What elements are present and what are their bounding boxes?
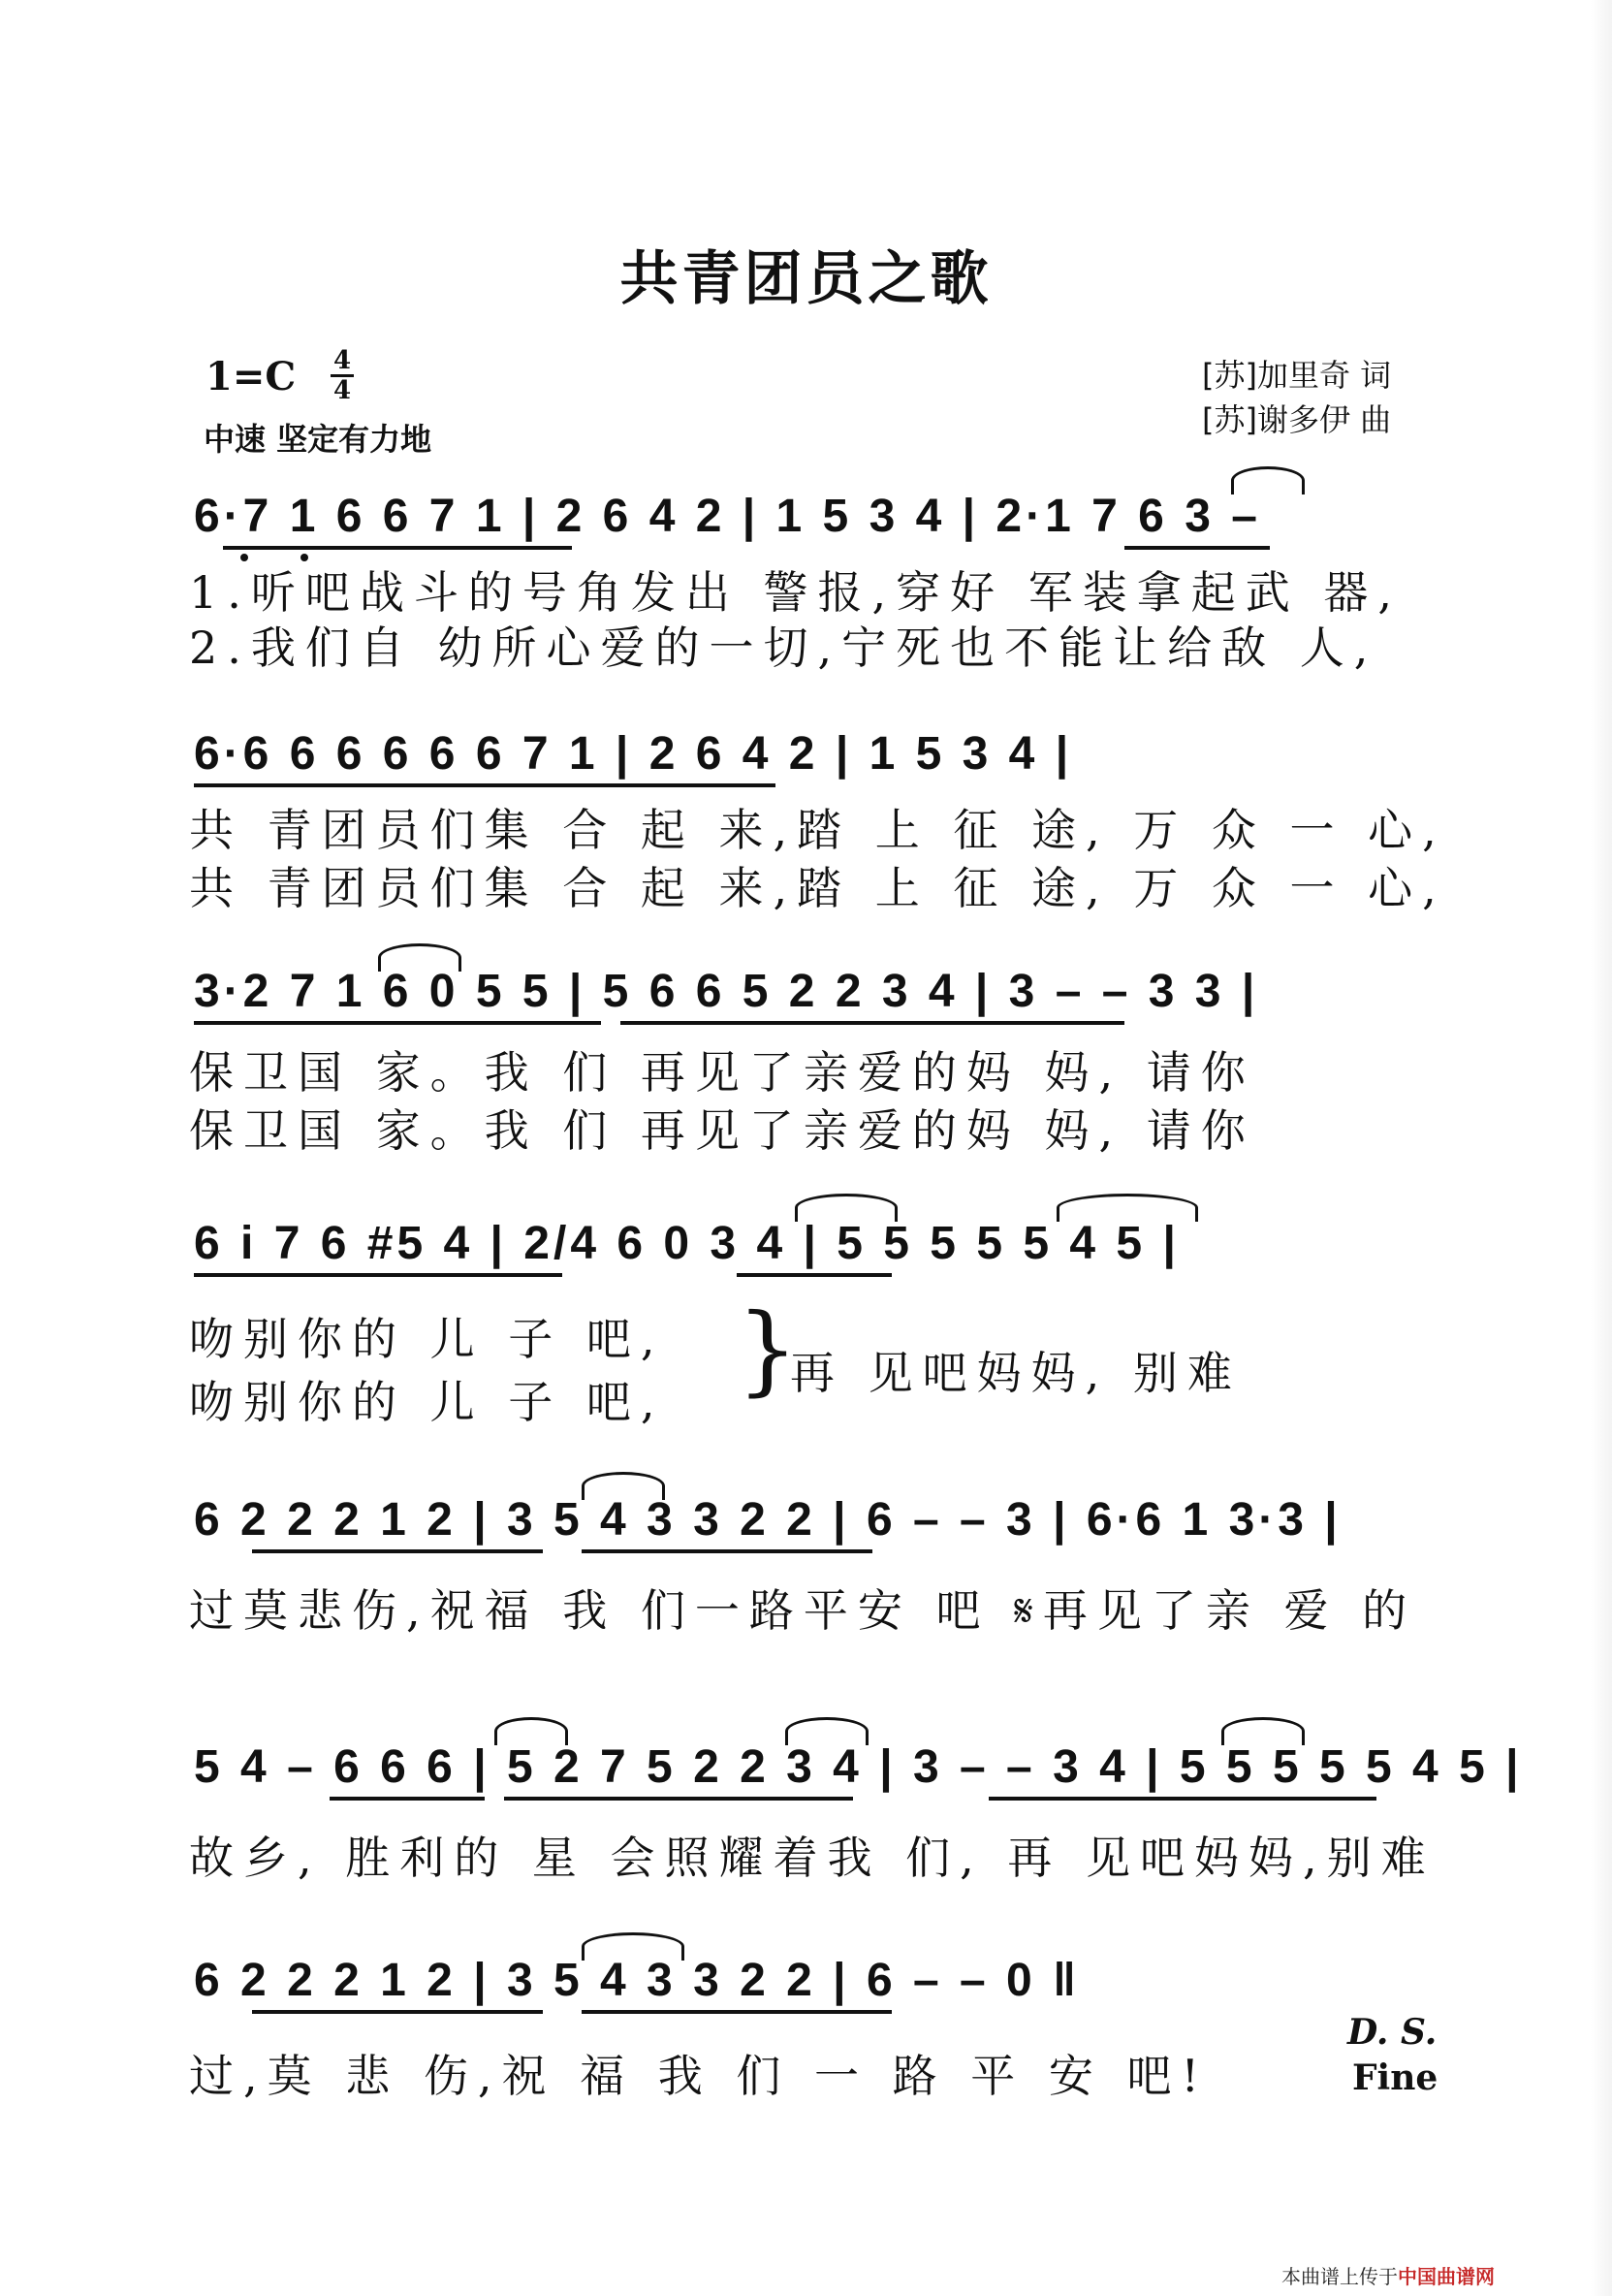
- notes-line-4: 6 i 7 6 #5 4 | 2/4 6 0 3 4 | 5 5 5 5 5 4 5 |: [194, 1218, 1180, 1269]
- notation-line-5: [194, 1493, 1430, 1561]
- notes-line-7: 6 2 2 2 1 2 | 3 5 4 3 3 2 2 | 6 – – 0 ‖: [194, 1955, 1080, 2006]
- slur: [1221, 1717, 1305, 1745]
- slur: [494, 1717, 568, 1745]
- slur: [378, 943, 461, 972]
- notation-line-3: [194, 965, 1430, 1033]
- notes-line-6: 5 4 – 6 6 6 | 5 2 7 5 2 2 3 4 | 3 – – 3 4 | 5 5 5 5 5 4 5 |: [194, 1741, 1523, 1793]
- lyric-line-4a: 吻别你的 儿 子 吧,: [189, 1313, 665, 1365]
- lyric-line-1b: 2.我们自 幼所心爱的一切,宁死也不能让给敌 人,: [189, 622, 1378, 674]
- beam: [1124, 546, 1270, 550]
- composer-credit: [苏]谢多伊 曲: [1202, 401, 1392, 438]
- refrain-lyric: 再 见吧妈妈, 别难: [790, 1347, 1242, 1399]
- tempo-marking: 中速 坚定有力地: [204, 421, 432, 458]
- notation-line-2: [194, 727, 1430, 795]
- lyric-line-3b: 保卫国 家。我 们 再见了亲爱的妈 妈, 请你: [189, 1104, 1255, 1157]
- lyric-brace: }: [737, 1292, 799, 1406]
- notation-line-1: [194, 490, 1430, 558]
- slur: [582, 1932, 684, 1961]
- slur: [582, 1472, 665, 1500]
- footer-watermark: [1281, 2261, 1495, 2289]
- footer-text: 本曲谱上传于: [1281, 2265, 1398, 2288]
- beam: [194, 1273, 562, 1277]
- notes-line-2: 6·6 6 6 6 6 6 7 1 | 2 6 4 2 | 1 5 3 4 |: [194, 728, 1073, 780]
- song-title: 共青团员之歌: [619, 245, 993, 313]
- beam: [989, 1797, 1376, 1801]
- notes-line-3: 3·2 7 1 6 0 5 5 | 5 6 6 5 2 2 3 4 | 3 – – 3 3 |: [194, 966, 1259, 1017]
- beam: [252, 1549, 543, 1553]
- notation-line-6: [194, 1740, 1523, 1808]
- beam: [194, 1021, 601, 1025]
- notes-line-1: 6·7 1 6 6 7 1 | 2 6 4 2 | 1 5 3 4 | 2·1 7 6 3 –: [194, 491, 1261, 542]
- footer-brand: 中国曲谱网: [1398, 2265, 1495, 2288]
- page-edge-shadow: [1591, 0, 1612, 2296]
- beam: [223, 546, 572, 550]
- time-signature-top: 4: [332, 346, 352, 375]
- time-signature-bottom: 4: [332, 376, 352, 405]
- time-signature: [328, 347, 357, 404]
- beam: [504, 1797, 853, 1801]
- lyric-line-3a: 保卫国 家。我 们 再见了亲爱的妈 妈, 请你: [189, 1046, 1255, 1099]
- dal-segno-marking: D. S.: [1347, 2012, 1438, 2053]
- lyric-line-4b: 吻别你的 儿 子 吧,: [189, 1376, 665, 1428]
- beam: [252, 2010, 543, 2014]
- beam: [330, 1797, 485, 1801]
- lyric-line-5: 过莫悲伤,祝福 我 们一路平安 吧 𝄋再见了亲 爱 的: [189, 1584, 1417, 1637]
- lyric-line-6: 故乡, 胜利的 星 会照耀着我 们, 再 见吧妈妈,别难: [189, 1832, 1436, 1884]
- lyric-line-1a: 1.听吧战斗的号角发出 警报,穿好 军装拿起武 器,: [189, 566, 1402, 619]
- slur: [1057, 1194, 1198, 1222]
- slur: [785, 1717, 869, 1745]
- beam: [582, 1549, 872, 1553]
- slur: [795, 1194, 898, 1222]
- lyricist-credit: [苏]加里奇 词: [1202, 357, 1392, 394]
- beam: [194, 783, 775, 787]
- beam: [737, 1273, 892, 1277]
- beam: [620, 1021, 1124, 1025]
- key-signature: 1=C: [205, 354, 297, 399]
- fine-marking: Fine: [1352, 2057, 1438, 2098]
- lyric-line-2a: 共 青团员们集 合 起 来,踏 上 征 途, 万 众 一 心,: [189, 804, 1446, 856]
- slur: [1231, 466, 1305, 494]
- notation-line-4: [194, 1217, 1430, 1285]
- notation-line-7: [194, 1954, 1430, 2022]
- notes-line-5: 6 2 2 2 1 2 | 3 5 4 3 3 2 2 | 6 – – 3 | 6·6 1 3·3 |: [194, 1494, 1342, 1546]
- beam: [582, 2010, 892, 2014]
- lyric-line-2b: 共 青团员们集 合 起 来,踏 上 征 途, 万 众 一 心,: [189, 862, 1446, 914]
- lyric-line-7: 过,莫 悲 伤,祝 福 我 们 一 路 平 安 吧!: [189, 2050, 1209, 2102]
